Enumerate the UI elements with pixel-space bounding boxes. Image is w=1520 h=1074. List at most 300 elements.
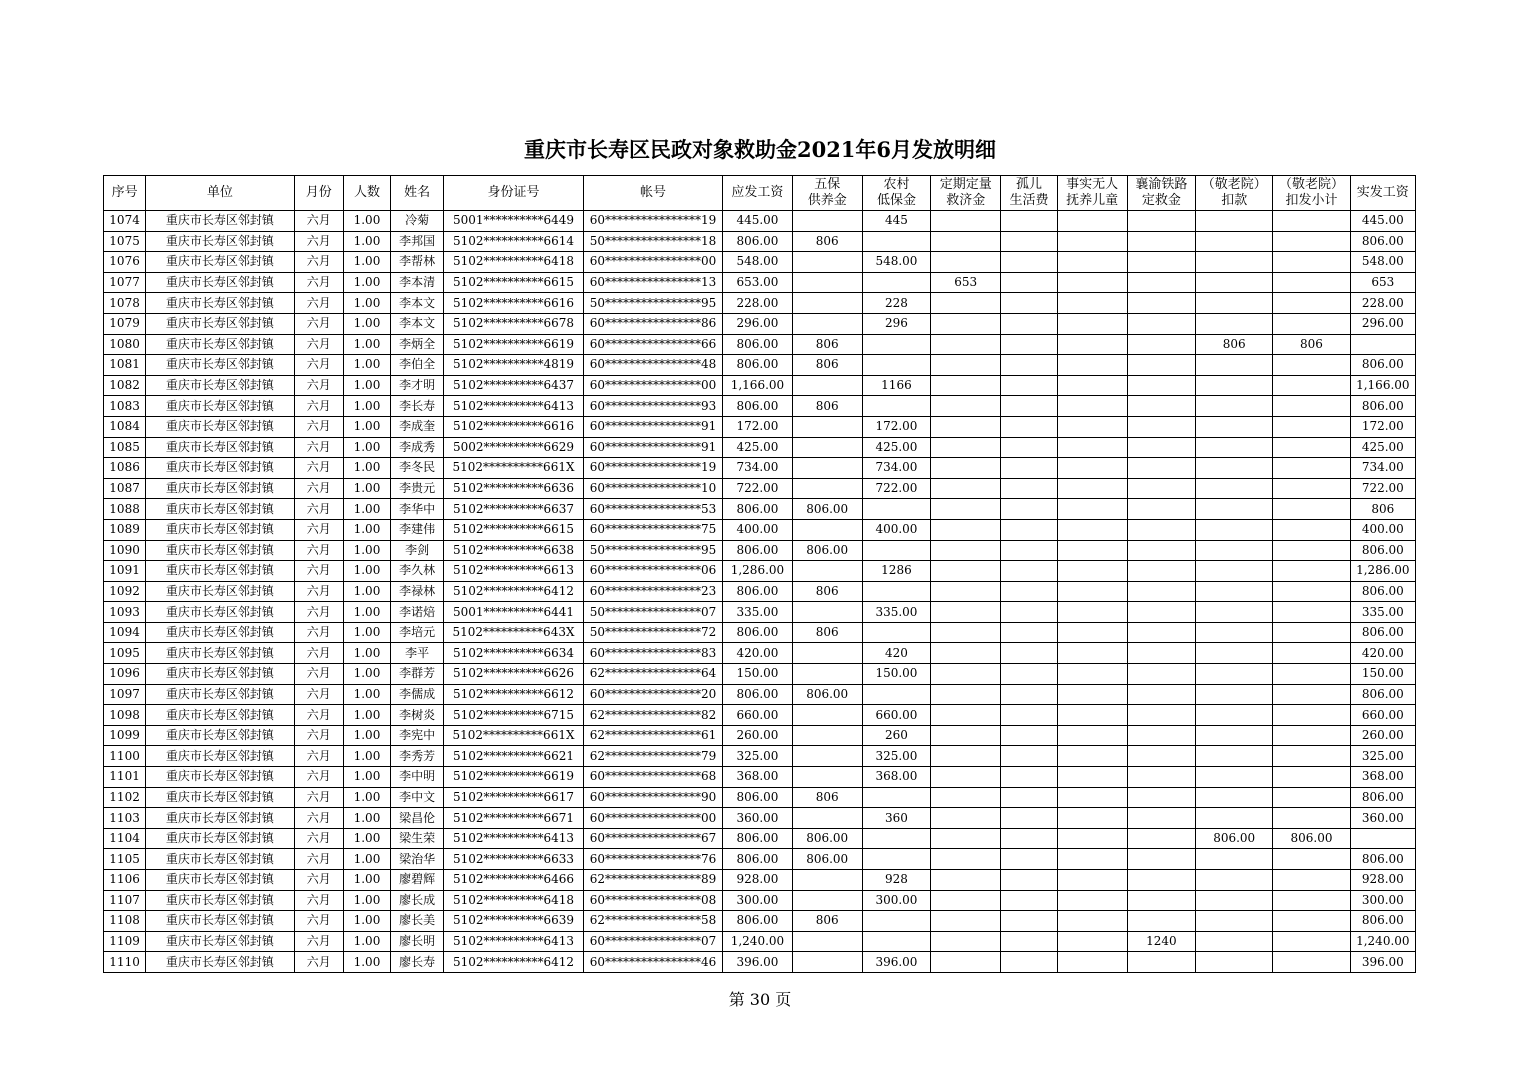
table-cell: 722.00 (862, 478, 930, 499)
table-cell (792, 313, 862, 334)
table-cell: 1.00 (343, 664, 390, 685)
table-cell (931, 746, 1001, 767)
table-cell: 李才明 (391, 375, 444, 396)
table-cell: 李本清 (391, 272, 444, 293)
table-cell: 1091 (104, 561, 146, 582)
table-cell: 六月 (294, 272, 343, 293)
table-cell: 1094 (104, 622, 146, 643)
table-cell (931, 767, 1001, 788)
table-cell: 1092 (104, 581, 146, 602)
table-cell: 李剑 (391, 540, 444, 561)
table-cell (1001, 664, 1057, 685)
table-cell (1196, 684, 1273, 705)
table-cell (1057, 746, 1127, 767)
table-cell: 5102**********6626 (444, 664, 584, 685)
table-cell: 260 (862, 725, 930, 746)
table-cell (862, 231, 930, 252)
table-cell: 1.00 (343, 870, 390, 891)
table-cell (1001, 458, 1057, 479)
table-cell: 5102**********6715 (444, 705, 584, 726)
table-cell: 1110 (104, 952, 146, 973)
table-cell (1057, 437, 1127, 458)
table-cell (931, 478, 1001, 499)
table-cell: 六月 (294, 746, 343, 767)
table-cell (1127, 849, 1195, 870)
table-cell: 1107 (104, 890, 146, 911)
table-cell (1127, 664, 1195, 685)
table-cell: 1109 (104, 931, 146, 952)
table-cell (1001, 540, 1057, 561)
table-cell (931, 211, 1001, 232)
table-cell: 六月 (294, 890, 343, 911)
table-cell (931, 911, 1001, 932)
table-cell: 806.00 (792, 499, 862, 520)
table-cell (1057, 664, 1127, 685)
table-cell: 六月 (294, 561, 343, 582)
table-cell: 5002**********6629 (444, 437, 584, 458)
table-cell: 重庆市长寿区邻封镇 (146, 828, 295, 849)
table-cell: 六月 (294, 355, 343, 376)
table-cell: 重庆市长寿区邻封镇 (146, 334, 295, 355)
table-cell: 5102**********6616 (444, 293, 584, 314)
table-cell: 60****************76 (583, 849, 723, 870)
table-row (104, 581, 1416, 602)
table-cell: 60****************67 (583, 828, 723, 849)
table-cell (1273, 561, 1350, 582)
table-cell: 60****************23 (583, 581, 723, 602)
table-cell: 5001**********6449 (444, 211, 584, 232)
table-cell (1273, 746, 1350, 767)
table-cell: 806.00 (723, 499, 792, 520)
table-cell: 重庆市长寿区邻封镇 (146, 478, 295, 499)
table-cell (792, 952, 862, 973)
table-cell: 重庆市长寿区邻封镇 (146, 725, 295, 746)
table-cell: 六月 (294, 478, 343, 499)
column-header: 月份 (294, 176, 343, 211)
table-cell: 60****************06 (583, 561, 723, 582)
table-cell: 1106 (104, 870, 146, 891)
table-cell (1273, 602, 1350, 623)
table-cell: 廖碧辉 (391, 870, 444, 891)
table-cell (1273, 664, 1350, 685)
table-cell: 李炳全 (391, 334, 444, 355)
table-cell (1001, 437, 1057, 458)
table-cell (1127, 396, 1195, 417)
table-cell: 1.00 (343, 540, 390, 561)
table-row (104, 787, 1416, 808)
page-number: 第 30 页 (728, 990, 792, 1009)
table-cell: 806.00 (723, 334, 792, 355)
table-cell: 50****************18 (583, 231, 723, 252)
table-cell: 420.00 (723, 643, 792, 664)
table-cell (1127, 252, 1195, 273)
table-cell (1057, 828, 1127, 849)
table-cell (792, 664, 862, 685)
table-cell: 梁生荣 (391, 828, 444, 849)
table-cell: 六月 (294, 911, 343, 932)
table-cell (1001, 705, 1057, 726)
table-cell (931, 437, 1001, 458)
table-cell: 653 (931, 272, 1001, 293)
table-cell: 806.00 (1196, 828, 1273, 849)
table-cell: 李禄林 (391, 581, 444, 602)
table-cell (792, 746, 862, 767)
table-cell: 806.00 (792, 828, 862, 849)
table-cell (1127, 478, 1195, 499)
table-cell (1001, 767, 1057, 788)
table-cell: 325.00 (862, 746, 930, 767)
table-row (104, 705, 1416, 726)
table-cell: 400.00 (723, 519, 792, 540)
table-cell: 六月 (294, 519, 343, 540)
table-cell: 150.00 (1350, 664, 1415, 685)
table-cell (931, 416, 1001, 437)
table-cell (1196, 355, 1273, 376)
column-header: 姓名 (391, 176, 444, 211)
table-cell: 重庆市长寿区邻封镇 (146, 519, 295, 540)
table-cell (1196, 272, 1273, 293)
table-cell: 806.00 (1350, 231, 1415, 252)
table-cell: 廖长明 (391, 931, 444, 952)
table-cell: 1,286.00 (723, 561, 792, 582)
table-cell: 重庆市长寿区邻封镇 (146, 787, 295, 808)
table-cell (1196, 458, 1273, 479)
table-cell: 62****************89 (583, 870, 723, 891)
table-cell (1057, 705, 1127, 726)
table-row (104, 313, 1416, 334)
table-cell: 5102**********6637 (444, 499, 584, 520)
table-cell: 300.00 (723, 890, 792, 911)
table-cell (1001, 375, 1057, 396)
table-cell (862, 540, 930, 561)
table-cell (792, 561, 862, 582)
table-cell (862, 581, 930, 602)
table-cell: 5102**********6466 (444, 870, 584, 891)
column-header: 帐号 (583, 176, 723, 211)
table-cell (1196, 911, 1273, 932)
table-cell (931, 313, 1001, 334)
table-cell: 1090 (104, 540, 146, 561)
table-cell (1273, 355, 1350, 376)
table-cell: 重庆市长寿区邻封镇 (146, 561, 295, 582)
table-cell (931, 890, 1001, 911)
table-cell: 李诺焙 (391, 602, 444, 623)
table-cell: 5102**********6634 (444, 643, 584, 664)
table-cell: 李贵元 (391, 478, 444, 499)
table-cell: 806 (792, 355, 862, 376)
table-cell (792, 416, 862, 437)
table-row (104, 664, 1416, 685)
table-cell: 李华中 (391, 499, 444, 520)
table-cell (931, 808, 1001, 829)
table-cell: 1082 (104, 375, 146, 396)
table-cell: 六月 (294, 252, 343, 273)
table-cell (1127, 870, 1195, 891)
table-cell: 60****************19 (583, 458, 723, 479)
table-cell (1057, 416, 1127, 437)
table-cell: 806 (792, 622, 862, 643)
table-cell (1127, 890, 1195, 911)
column-header: 人数 (343, 176, 390, 211)
table-cell: 5102**********6638 (444, 540, 584, 561)
table-cell (1057, 849, 1127, 870)
table-cell: 5102**********6636 (444, 478, 584, 499)
table-cell: 722.00 (1350, 478, 1415, 499)
table-row (104, 952, 1416, 973)
table-cell: 806.00 (723, 684, 792, 705)
table-cell: 325.00 (723, 746, 792, 767)
table-cell (792, 478, 862, 499)
table-cell: 李本文 (391, 293, 444, 314)
table-row (104, 252, 1416, 273)
table-cell (1273, 952, 1350, 973)
table-cell: 150.00 (862, 664, 930, 685)
table-cell: 1079 (104, 313, 146, 334)
table-cell (1001, 787, 1057, 808)
table-cell (792, 252, 862, 273)
table-cell: 420 (862, 643, 930, 664)
table-cell (1273, 787, 1350, 808)
table-cell: 296.00 (723, 313, 792, 334)
table-cell (931, 581, 1001, 602)
table-cell: 1,166.00 (1350, 375, 1415, 396)
table-cell: 重庆市长寿区邻封镇 (146, 499, 295, 520)
table-cell: 1089 (104, 519, 146, 540)
table-cell: 5102**********6412 (444, 952, 584, 973)
table-cell: 重庆市长寿区邻封镇 (146, 808, 295, 829)
table-cell (1057, 478, 1127, 499)
table-cell: 1.00 (343, 767, 390, 788)
table-cell (862, 499, 930, 520)
table-cell: 重庆市长寿区邻封镇 (146, 375, 295, 396)
table-cell (931, 828, 1001, 849)
table-cell: 六月 (294, 540, 343, 561)
table-cell: 806.00 (723, 849, 792, 870)
table-cell: 228.00 (723, 293, 792, 314)
table-cell: 360.00 (723, 808, 792, 829)
table-cell (792, 890, 862, 911)
table-row (104, 870, 1416, 891)
table-cell: 1.00 (343, 911, 390, 932)
table-cell: 300.00 (862, 890, 930, 911)
table-cell: 六月 (294, 375, 343, 396)
table-cell: 1.00 (343, 334, 390, 355)
table-cell: 1.00 (343, 437, 390, 458)
table-cell: 1.00 (343, 293, 390, 314)
table-cell: 5102**********6413 (444, 396, 584, 417)
table-cell (1273, 478, 1350, 499)
column-header: 襄渝铁路 定救金 (1127, 176, 1195, 211)
table-cell: 六月 (294, 828, 343, 849)
table-cell: 62****************61 (583, 725, 723, 746)
table-cell: 806.00 (1350, 396, 1415, 417)
table-cell: 62****************79 (583, 746, 723, 767)
table-cell: 368.00 (862, 767, 930, 788)
table-cell: 1.00 (343, 272, 390, 293)
table-cell: 1.00 (343, 746, 390, 767)
table-cell (1057, 952, 1127, 973)
table-cell: 1095 (104, 643, 146, 664)
table-cell (792, 808, 862, 829)
table-cell: 420.00 (1350, 643, 1415, 664)
table-cell (1127, 499, 1195, 520)
table-cell (931, 519, 1001, 540)
table-cell (1057, 808, 1127, 829)
table-cell: 1,240.00 (723, 931, 792, 952)
table-cell (862, 396, 930, 417)
table-cell (1196, 581, 1273, 602)
table-cell (931, 334, 1001, 355)
table-cell: 重庆市长寿区邻封镇 (146, 602, 295, 623)
table-cell (1196, 870, 1273, 891)
column-header: 应发工资 (723, 176, 792, 211)
table-cell (1273, 375, 1350, 396)
page-title: 重庆市长寿区民政对象救助金2021年6月发放明细 (523, 137, 997, 162)
table-cell: 1093 (104, 602, 146, 623)
table-cell: 六月 (294, 313, 343, 334)
table-cell: 六月 (294, 849, 343, 870)
table-cell (1196, 313, 1273, 334)
table-cell: 5102**********661X (444, 725, 584, 746)
table-cell: 5102**********6615 (444, 272, 584, 293)
table-cell (1196, 519, 1273, 540)
table-cell: 806.00 (723, 540, 792, 561)
table-cell (1196, 787, 1273, 808)
table-cell: 1.00 (343, 355, 390, 376)
table-cell (1127, 519, 1195, 540)
table-cell: 六月 (294, 787, 343, 808)
column-header: 事实无人 抚养儿童 (1057, 176, 1127, 211)
table-cell (931, 643, 1001, 664)
table-cell: 李建伟 (391, 519, 444, 540)
table-cell: 5102**********6437 (444, 375, 584, 396)
table-cell: 1086 (104, 458, 146, 479)
table-cell: 300.00 (1350, 890, 1415, 911)
table-cell: 李树炎 (391, 705, 444, 726)
table-cell: 60****************48 (583, 355, 723, 376)
table-cell: 李成奎 (391, 416, 444, 437)
table-cell: 重庆市长寿区邻封镇 (146, 396, 295, 417)
table-cell (1001, 396, 1057, 417)
table-cell (931, 705, 1001, 726)
table-cell: 806.00 (1350, 540, 1415, 561)
table-cell (1196, 231, 1273, 252)
table-cell: 548.00 (723, 252, 792, 273)
table-cell (1057, 870, 1127, 891)
table-cell (1001, 602, 1057, 623)
table-cell: 260.00 (1350, 725, 1415, 746)
table-cell (1127, 705, 1195, 726)
table-row (104, 725, 1416, 746)
table-cell: 5102**********6418 (444, 252, 584, 273)
table-cell (792, 293, 862, 314)
table-cell: 368.00 (1350, 767, 1415, 788)
table-cell (862, 828, 930, 849)
table-cell: 360 (862, 808, 930, 829)
table-cell (1057, 581, 1127, 602)
table-cell (1001, 828, 1057, 849)
table-cell: 396.00 (1350, 952, 1415, 973)
table-cell (1001, 561, 1057, 582)
table-cell: 806.00 (723, 828, 792, 849)
table-header-row (104, 176, 1416, 211)
table-cell: 806.00 (723, 231, 792, 252)
table-cell (1057, 931, 1127, 952)
table-cell: 李帮林 (391, 252, 444, 273)
table-cell (1001, 478, 1057, 499)
table-cell: 400.00 (862, 519, 930, 540)
table-cell: 5102**********6615 (444, 519, 584, 540)
table-cell (1127, 684, 1195, 705)
table-cell: 六月 (294, 725, 343, 746)
table-cell: 5102**********6619 (444, 334, 584, 355)
table-cell: 1.00 (343, 396, 390, 417)
table-cell (1127, 787, 1195, 808)
table-cell (1196, 643, 1273, 664)
table-cell (792, 870, 862, 891)
table-cell: 806.00 (723, 581, 792, 602)
table-cell (1127, 767, 1195, 788)
table-row (104, 911, 1416, 932)
table-cell: 734.00 (1350, 458, 1415, 479)
table-cell: 1166 (862, 375, 930, 396)
table-cell: 5102**********4819 (444, 355, 584, 376)
table-cell (1001, 231, 1057, 252)
table-cell: 806.00 (1350, 622, 1415, 643)
table-cell: 806.00 (792, 849, 862, 870)
table-cell: 重庆市长寿区邻封镇 (146, 416, 295, 437)
table-cell: 六月 (294, 437, 343, 458)
table-cell (1273, 890, 1350, 911)
table-cell (1273, 519, 1350, 540)
table-cell (1273, 437, 1350, 458)
table-cell: 548.00 (862, 252, 930, 273)
table-cell (1196, 705, 1273, 726)
table-cell (931, 602, 1001, 623)
table-cell (1273, 499, 1350, 520)
table-cell: 806 (792, 911, 862, 932)
table-cell: 445 (862, 211, 930, 232)
table-cell: 1.00 (343, 231, 390, 252)
table-cell (1196, 252, 1273, 273)
table-cell: 1.00 (343, 561, 390, 582)
table-cell: 六月 (294, 705, 343, 726)
table-cell (931, 870, 1001, 891)
table-cell: 60****************20 (583, 684, 723, 705)
table-cell: 1084 (104, 416, 146, 437)
table-cell (1196, 664, 1273, 685)
table-cell: 重庆市长寿区邻封镇 (146, 664, 295, 685)
table-cell (792, 931, 862, 952)
table-cell: 李邦国 (391, 231, 444, 252)
table-cell: 重庆市长寿区邻封镇 (146, 870, 295, 891)
table-cell (1196, 416, 1273, 437)
table-cell (931, 849, 1001, 870)
table-cell: 150.00 (723, 664, 792, 685)
table-cell: 296.00 (1350, 313, 1415, 334)
table-cell (1196, 540, 1273, 561)
table-cell (792, 375, 862, 396)
table-cell (1057, 396, 1127, 417)
table-cell (1273, 705, 1350, 726)
table-cell (1196, 622, 1273, 643)
table-cell: 5102**********6413 (444, 931, 584, 952)
table-cell (1001, 643, 1057, 664)
table-cell: 60****************46 (583, 952, 723, 973)
table-cell: 806 (1350, 499, 1415, 520)
table-cell (1127, 416, 1195, 437)
table-cell (1273, 581, 1350, 602)
